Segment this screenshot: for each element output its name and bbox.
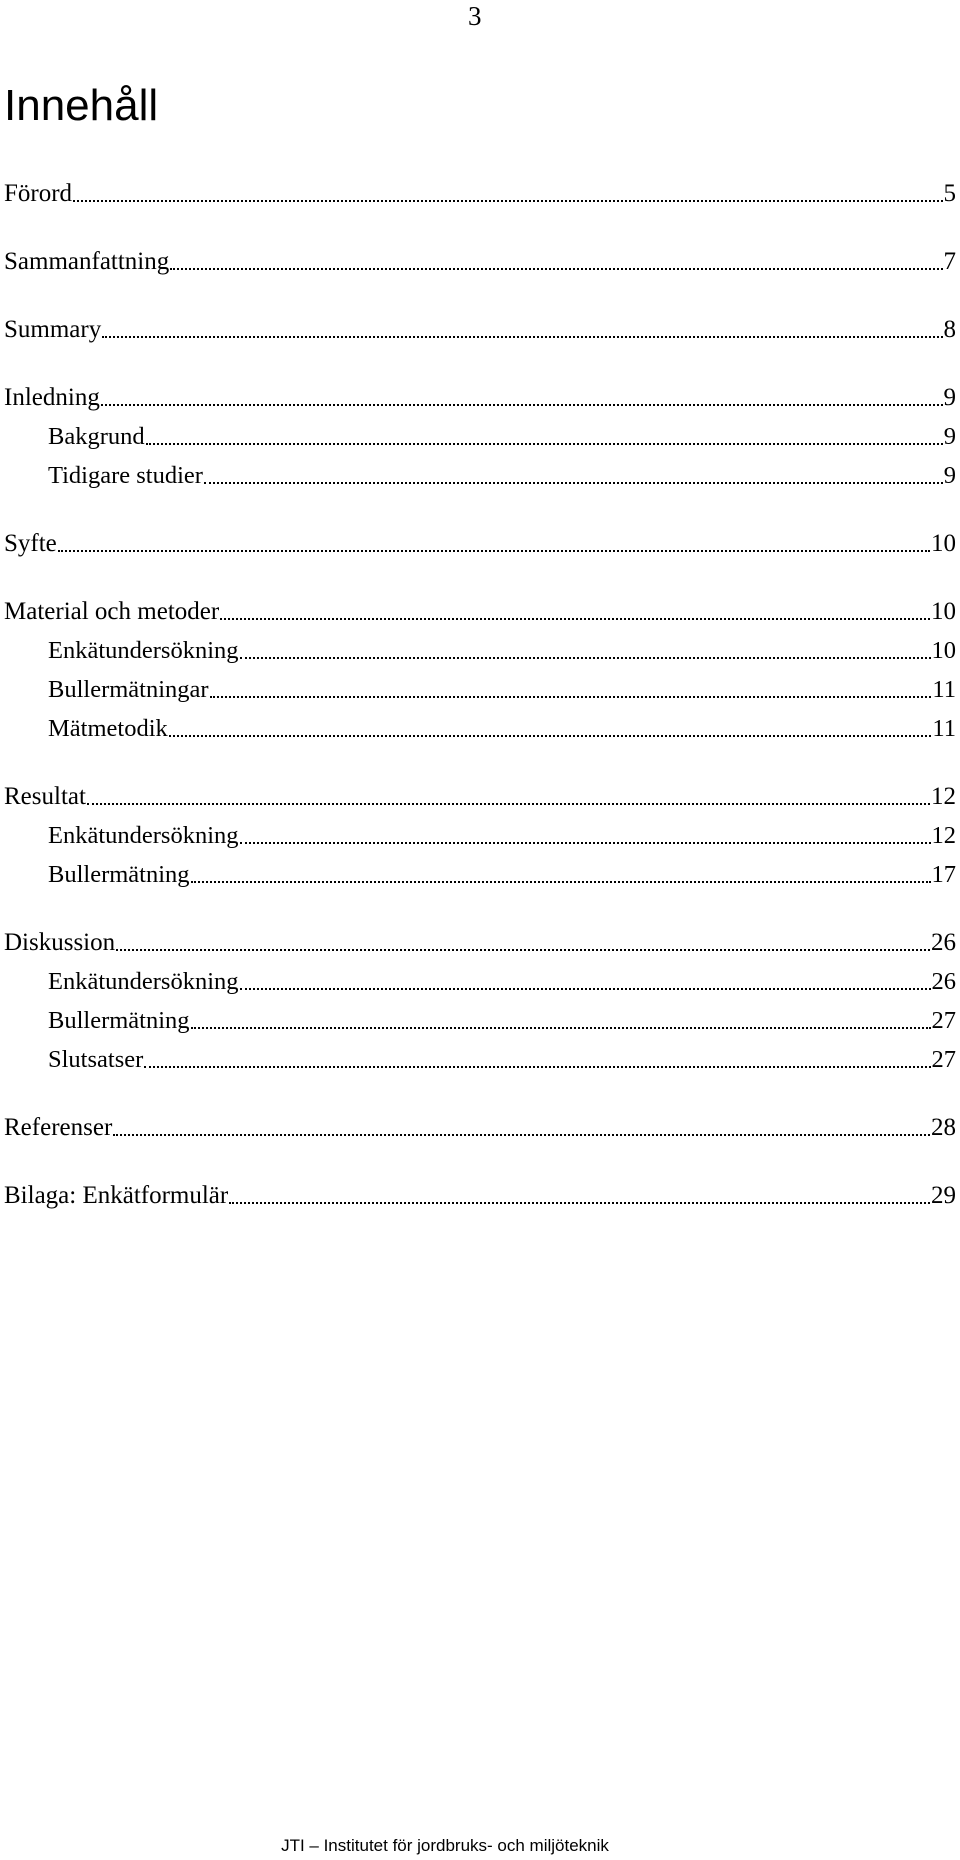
toc-leader-dots bbox=[240, 842, 931, 844]
toc-entry-page: 26 bbox=[931, 929, 956, 956]
page-number: 3 bbox=[468, 1, 482, 31]
toc-entry-label: Enkätundersökning bbox=[48, 637, 239, 664]
toc-leader-dots bbox=[204, 482, 943, 484]
toc-leader-dots bbox=[73, 200, 942, 202]
toc-entry[interactable] bbox=[48, 819, 956, 853]
toc-entry-label: Mätmetodik bbox=[48, 715, 168, 742]
toc-entry[interactable] bbox=[48, 1004, 956, 1038]
toc-leader-dots bbox=[170, 268, 942, 270]
toc-leader-dots bbox=[144, 1066, 930, 1068]
toc-leader-dots bbox=[229, 1202, 930, 1204]
toc-entry-label: Bullermätningar bbox=[48, 676, 209, 703]
toc-entry[interactable] bbox=[48, 965, 956, 999]
toc-entry-page: 28 bbox=[931, 1114, 956, 1141]
toc-entry-page: 10 bbox=[931, 637, 956, 664]
toc-entry-label: Material och metoder bbox=[4, 598, 220, 625]
toc-entry[interactable] bbox=[48, 673, 956, 707]
toc-entry-label: Inledning bbox=[4, 384, 100, 411]
toc-entry-page: 9 bbox=[943, 384, 956, 411]
toc-entry-label: Diskussion bbox=[4, 929, 116, 956]
toc-entry[interactable] bbox=[48, 1043, 956, 1077]
toc-entry-page: 11 bbox=[932, 715, 956, 742]
toc-entry[interactable] bbox=[4, 527, 956, 561]
toc-leader-dots bbox=[113, 1134, 930, 1136]
toc-entry-page: 9 bbox=[943, 462, 956, 489]
toc-entry[interactable] bbox=[48, 634, 956, 668]
toc-entry-page: 27 bbox=[931, 1046, 956, 1073]
toc-entry[interactable] bbox=[4, 926, 956, 960]
toc-entry-label: Sammanfattning bbox=[4, 248, 170, 275]
toc-entry[interactable] bbox=[4, 1111, 956, 1145]
footer-text: JTI – Institutet för jordbruks- och miljöteknik bbox=[281, 1836, 609, 1855]
toc-entry[interactable] bbox=[4, 313, 956, 347]
toc-entry[interactable] bbox=[4, 1179, 956, 1213]
toc-entry-page: 12 bbox=[931, 822, 956, 849]
toc-entry-page: 5 bbox=[943, 180, 956, 207]
toc-entry-label: Förord bbox=[4, 180, 73, 207]
toc-entry[interactable] bbox=[4, 595, 956, 629]
toc-leader-dots bbox=[102, 336, 942, 338]
toc-leader-dots bbox=[240, 988, 931, 990]
toc-entry[interactable] bbox=[4, 177, 956, 211]
toc-entry-page: 29 bbox=[931, 1182, 956, 1209]
toc-entry[interactable] bbox=[48, 459, 956, 493]
toc-entry-label: Summary bbox=[4, 316, 102, 343]
toc-entry[interactable] bbox=[4, 381, 956, 415]
page-title: Innehåll bbox=[4, 81, 159, 130]
toc-leader-dots bbox=[58, 550, 930, 552]
toc-leader-dots bbox=[210, 696, 932, 698]
page-footer bbox=[0, 1836, 960, 1856]
toc-leader-dots bbox=[169, 735, 932, 737]
toc-entry-label: Bullermätning bbox=[48, 861, 190, 888]
toc-leader-dots bbox=[220, 618, 930, 620]
toc-entry-label: Referenser bbox=[4, 1114, 113, 1141]
toc-entry-page: 9 bbox=[943, 423, 956, 450]
toc-entry-label: Slutsatser bbox=[48, 1046, 144, 1073]
toc-entry[interactable] bbox=[4, 780, 956, 814]
toc-entry-page: 10 bbox=[931, 530, 956, 557]
toc-entry[interactable] bbox=[48, 858, 956, 892]
toc-entry[interactable] bbox=[48, 712, 956, 746]
toc-entry-page: 8 bbox=[943, 316, 956, 343]
toc-entry-page: 27 bbox=[931, 1007, 956, 1034]
toc-entry-label: Bilaga: Enkätformulär bbox=[4, 1182, 229, 1209]
toc-leader-dots bbox=[191, 881, 931, 883]
toc-leader-dots bbox=[116, 949, 930, 951]
toc-leader-dots bbox=[87, 803, 930, 805]
toc-entry-page: 11 bbox=[932, 676, 956, 703]
toc-leader-dots bbox=[191, 1027, 931, 1029]
toc-entry-label: Resultat bbox=[4, 783, 86, 810]
toc-entry-label: Tidigare studier bbox=[48, 462, 203, 489]
toc-entry[interactable] bbox=[48, 420, 956, 454]
toc-leader-dots bbox=[240, 657, 931, 659]
toc-leader-dots bbox=[146, 443, 943, 445]
toc-entry-page: 10 bbox=[931, 598, 956, 625]
toc-leader-dots bbox=[101, 404, 943, 406]
toc-entry-label: Enkätundersökning bbox=[48, 968, 239, 995]
toc-entry-label: Bakgrund bbox=[48, 423, 145, 450]
toc-entry-page: 26 bbox=[931, 968, 956, 995]
toc-entry-page: 12 bbox=[931, 783, 956, 810]
toc-entry-label: Bullermätning bbox=[48, 1007, 190, 1034]
toc-entry-page: 17 bbox=[931, 861, 956, 888]
toc-entry[interactable] bbox=[4, 245, 956, 279]
toc-entry-label: Syfte bbox=[4, 530, 57, 557]
toc-entry-page: 7 bbox=[943, 248, 956, 275]
toc-entry-label: Enkätundersökning bbox=[48, 822, 239, 849]
